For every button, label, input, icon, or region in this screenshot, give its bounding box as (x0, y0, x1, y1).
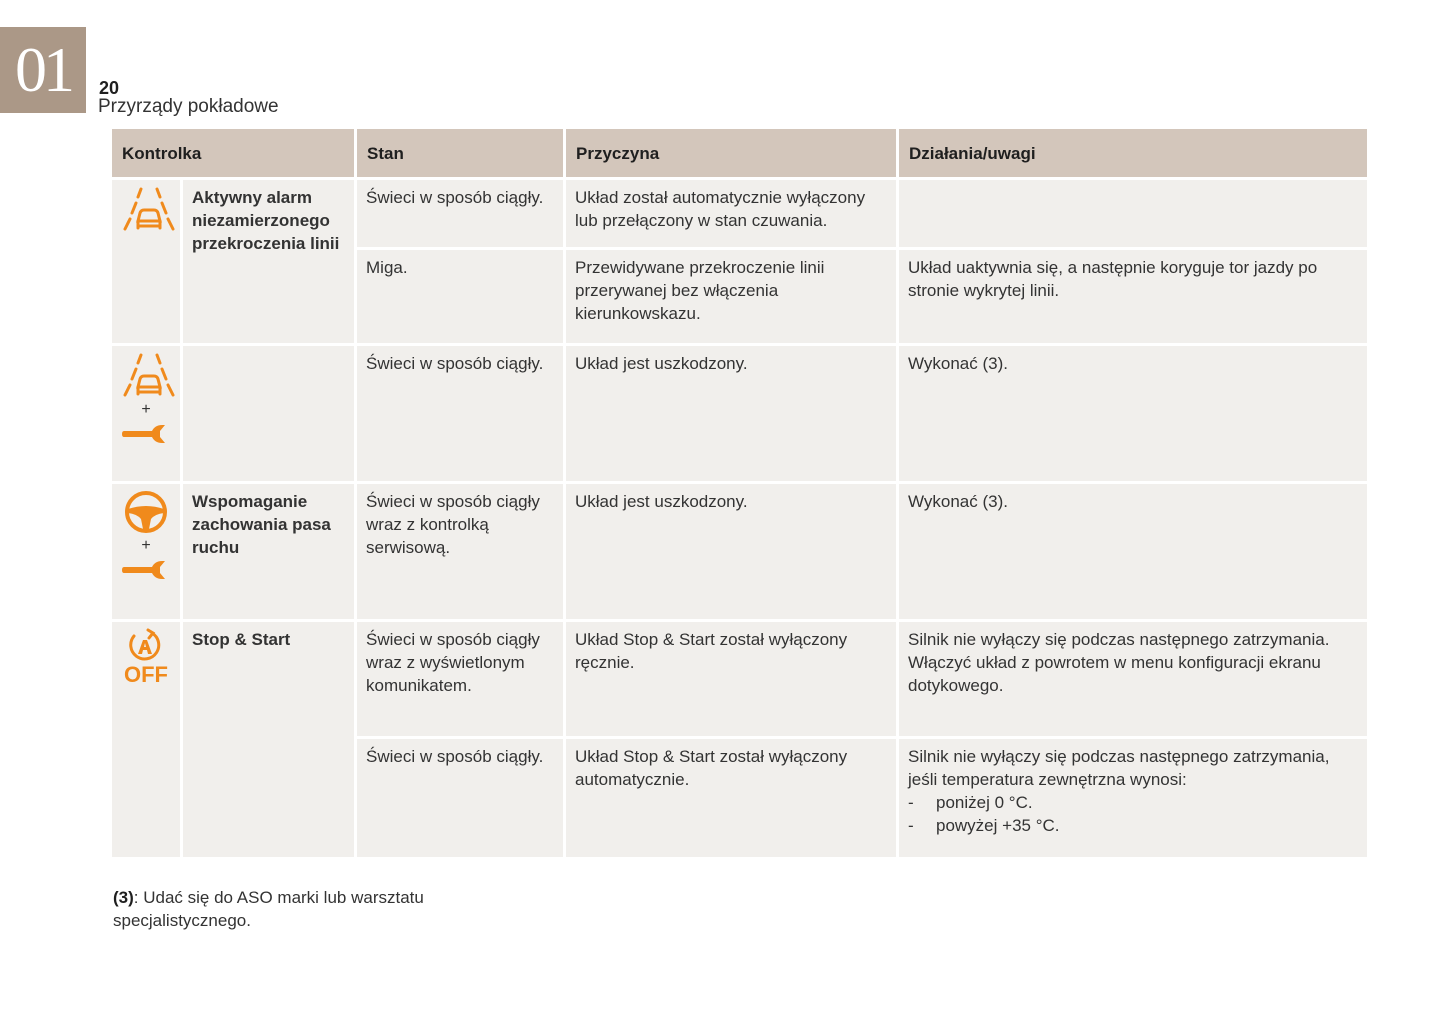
action-cell (899, 180, 1367, 247)
footnote-text: : Udać się do ASO marki lub warsztatu specjalistycznego. (113, 888, 424, 930)
action-text: Silnik nie wyłączy się podczas następnego zatrzymania, jeśli temperatura zewnętrzna wynosi: (908, 747, 1330, 789)
warning-lights-table (109, 126, 1370, 860)
table-row (112, 484, 1367, 619)
icon-cell (112, 180, 180, 343)
lane-departure-icon (121, 352, 177, 398)
stop-start-off-label: OFF (124, 662, 168, 684)
table-header-row (112, 129, 1367, 177)
chapter-number: 01 (15, 34, 71, 105)
cause-cell: Układ Stop & Start został wyłączony automatycznie. (566, 739, 896, 857)
action-cell: Wykonać (3). (899, 346, 1367, 481)
table-row (112, 180, 1367, 247)
steering-wheel-icon (121, 490, 171, 534)
table-row (112, 622, 1367, 736)
bullet-dash: - (908, 816, 914, 835)
chapter-tab (0, 27, 86, 113)
state-cell: Świeci w sposób ciągły wraz z kontrolką serwisową. (357, 484, 563, 619)
plus-sign: + (141, 401, 151, 418)
stop-start-off-icon (121, 628, 171, 684)
state-cell: Świeci w sposób ciągły. (357, 180, 563, 247)
col-header-kontrolka: Kontrolka (112, 129, 354, 177)
cause-cell: Układ jest uszkodzony. (566, 484, 896, 619)
state-cell: Świeci w sposób ciągły. (357, 346, 563, 481)
table-row (112, 346, 1367, 481)
light-name: Aktywny alarm niezamierzonego przekroczenia linii (183, 180, 354, 343)
bullet-item (908, 814, 1358, 837)
footnote-ref: (3) (113, 888, 134, 907)
light-name: Stop & Start (183, 622, 354, 857)
bullet-item (908, 791, 1358, 814)
cause-cell: Układ został automatycznie wyłączony lub przełączony w stan czuwania. (566, 180, 896, 247)
page-number: 20 (99, 78, 120, 98)
wrench-icon (121, 558, 171, 582)
cause-cell: Układ jest uszkodzony. (566, 346, 896, 481)
light-name (183, 346, 354, 481)
bullet-text: poniżej 0 °C. (936, 793, 1033, 812)
col-header-przyczyna: Przyczyna (566, 129, 896, 177)
state-cell: Świeci w sposób ciągły wraz z wyświetlonym komunikatem. (357, 622, 563, 736)
state-cell: Miga. (357, 250, 563, 343)
icon-cell (112, 622, 180, 857)
icon-cell (112, 484, 180, 619)
icon-cell (112, 346, 180, 481)
action-cell: Układ uaktywnia się, a następnie koryguje tor jazdy po stronie wykrytej linii. (899, 250, 1367, 343)
action-cell: Wykonać (3). (899, 484, 1367, 619)
state-cell: Świeci w sposób ciągły. (357, 739, 563, 857)
section-title: Przyrządy pokładowe (98, 96, 279, 117)
cause-cell: Przewidywane przekroczenie linii przerywanej bez włączenia kierunkowskazu. (566, 250, 896, 343)
col-header-stan: Stan (357, 129, 563, 177)
action-cell (899, 739, 1367, 857)
action-cell: Silnik nie wyłączy się podczas następnego zatrzymania. Włączyć układ z powrotem w menu konfiguracji ekranu dotykowego. (899, 622, 1367, 736)
lane-departure-icon (121, 186, 177, 232)
bullet-text: powyżej +35 °C. (936, 816, 1060, 835)
bullet-dash: - (908, 793, 914, 812)
footnote (113, 886, 473, 932)
light-name: Wspomaganie zachowania pasa ruchu (183, 484, 354, 619)
plus-sign: + (141, 537, 151, 554)
col-header-dzialania: Działania/uwagi (899, 129, 1367, 177)
wrench-icon (121, 422, 171, 446)
cause-cell: Układ Stop & Start został wyłączony ręcznie. (566, 622, 896, 736)
